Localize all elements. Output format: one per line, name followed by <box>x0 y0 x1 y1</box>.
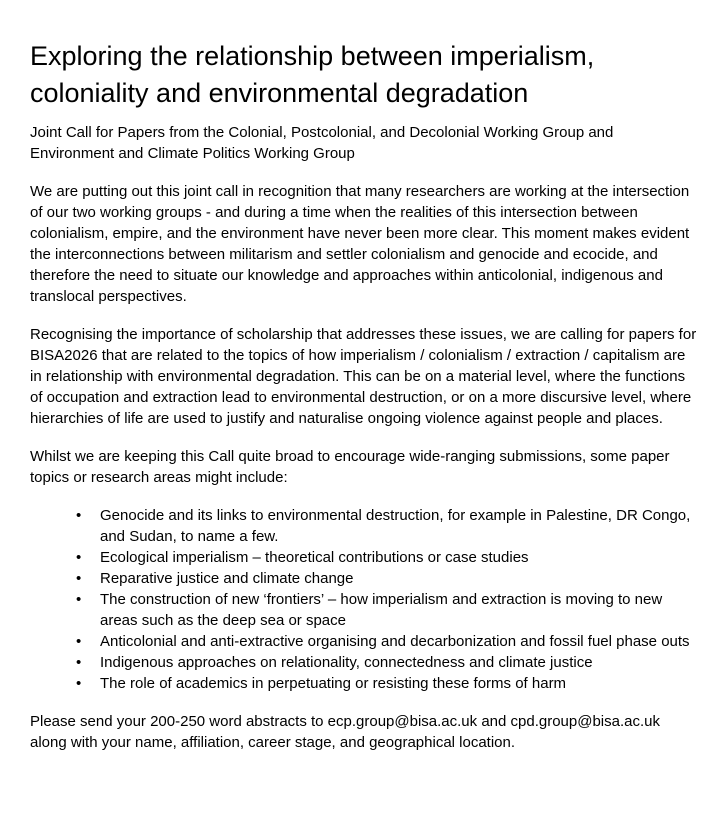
list-item: • Genocide and its links to environmental destruction, for example in Palestine, DR Congo, and Sudan, to name a few. <box>30 505 697 547</box>
list-item: • Reparative justice and climate change <box>30 568 697 589</box>
intro-paragraph: We are putting out this joint call in recognition that many researchers are working at the intersection of our two working groups - and during a time when the realities of this intersection between colonialism, empire, and the environment have never been more clear. This moment makes evident the interconnections between militarism and settler colonialism and genocide and ecocide, and therefore the need to situate our knowledge and approaches within anticolonial, indigenous and translocal perspectives. <box>30 183 690 305</box>
list-item: • Ecological imperialism – theoretical contributions or case studies <box>30 547 697 568</box>
subtitle: Joint Call for Papers from the Colonial, Postcolonial, and Decolonial Working Group and Environment and Climate Politics Working Group <box>30 124 614 162</box>
list-item: • Anticolonial and anti-extractive organising and decarbonization and fossil fuel phase outs <box>30 631 697 652</box>
topics-lead-paragraph: Whilst we are keeping this Call quite broad to encourage wide-ranging submissions, some paper topics or research areas might include: <box>30 448 670 486</box>
list-item: • The construction of new ‘frontiers’ – how imperialism and extraction is moving to new areas such as the deep sea or space <box>30 589 697 631</box>
submission-instructions: Please send your 200-250 word abstracts to ecp.group@bisa.ac.uk and cpd.group@bisa.ac.uk along with your name, affiliation, career stage, and geographical location. <box>30 713 660 751</box>
list-item: • The role of academics in perpetuating or resisting these forms of harm <box>30 673 697 694</box>
topics-list <box>30 505 697 694</box>
list-item: • Indigenous approaches on relationality, connectedness and climate justice <box>30 652 697 673</box>
page-title: Exploring the relationship between imperialism, coloniality and environmental degradation <box>30 41 595 108</box>
scope-paragraph: Recognising the importance of scholarship that addresses these issues, we are calling for papers for BISA2026 that are related to the topics of how imperialism / colonialism / extraction / capitalism are in relationship with environmental degradation. This can be on a material level, where the functions of occupation and extraction lead to environmental destruction, or on a more discursive level, where hierarchies of life are used to justify and naturalise ongoing violence against people and places. <box>30 326 697 427</box>
